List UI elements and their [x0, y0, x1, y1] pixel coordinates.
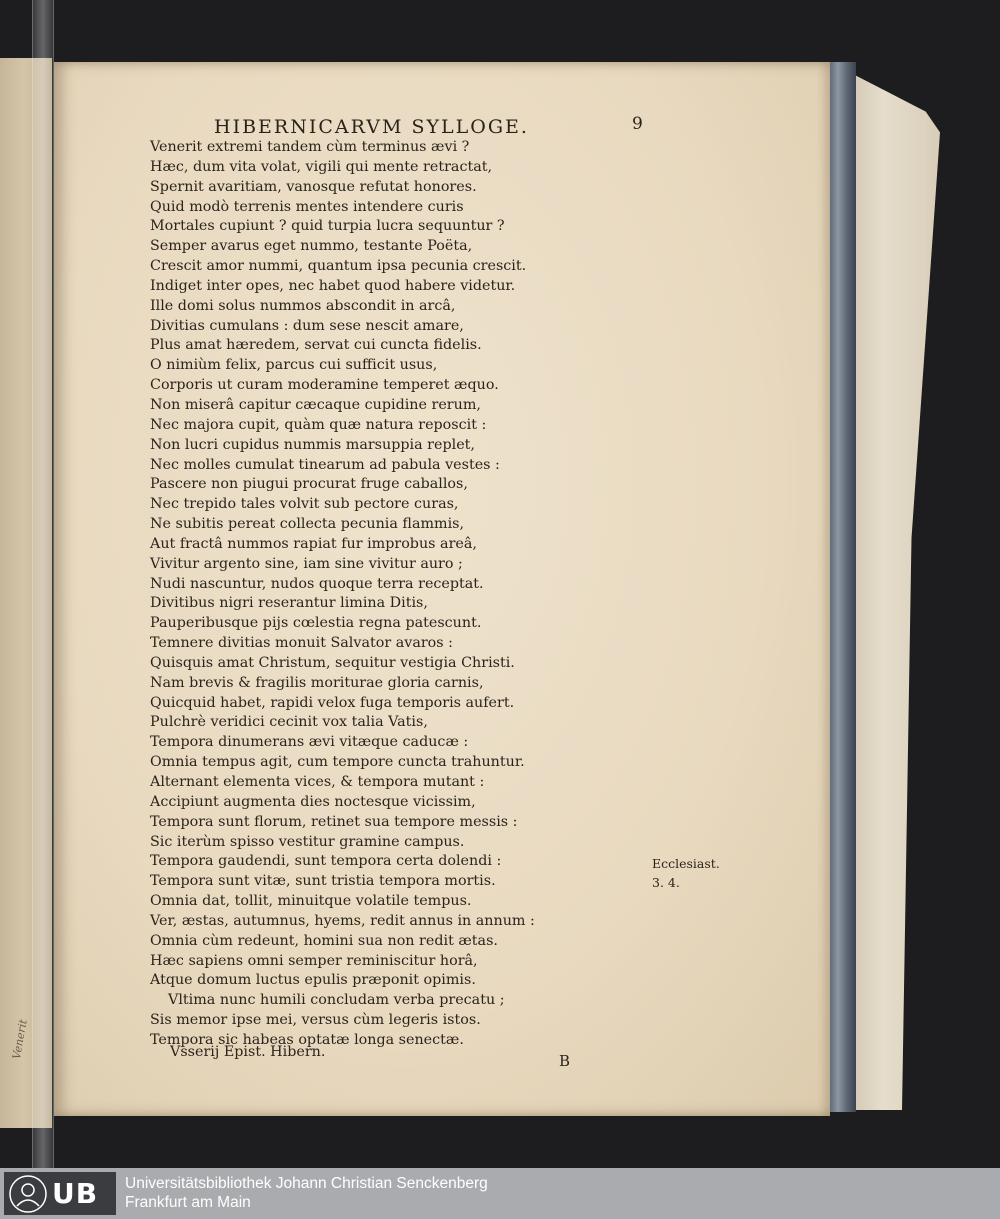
verse-line: Atque domum luctus epulis præponit opimis.: [150, 972, 476, 989]
verse-line: Aut fractâ nummos rapiat fur improbus areâ,: [150, 535, 477, 552]
verse-line: Omnia dat, tollit, minuitque volatile tempus.: [150, 893, 472, 910]
verse-line: Omnia cùm redeunt, homini sua non redit ætas.: [150, 932, 498, 949]
verse-line: Quid modò terrenis mentes intendere curis: [150, 198, 464, 215]
verse-line: Non lucri cupidus nummis marsuppia replet,: [150, 436, 475, 453]
verse-line: Tempora sic habeas optatæ longa senectæ.: [150, 1031, 464, 1048]
verse-line: Hæc sapiens omni semper reminiscitur horâ,: [150, 952, 478, 969]
verse-line: Sic iterùm spisso vestitur gramine campus.: [150, 833, 465, 850]
verse-line: Accipiunt augmenta dies noctesque vicissim,: [150, 793, 476, 810]
verse-line: Nudi nascuntur, nudos quoque terra receptat.: [150, 575, 484, 592]
verse-line: Ver, æstas, autumnus, hyems, redit annus in annum :: [150, 912, 535, 929]
book-page: [54, 62, 830, 1116]
verse-line: Mortales cupiunt ? quid turpia lucra sequuntur ?: [150, 218, 505, 235]
catchword: Vsserij Epist. Hibern.: [170, 1044, 326, 1060]
verse-line: Vivitur argento sine, iam sine vivitur auro ;: [150, 555, 463, 572]
verse-line: Nec trepido tales volvit sub pectore curas,: [150, 496, 459, 513]
verse-line: Alternant elementa vices, & tempora mutant :: [150, 774, 485, 790]
verse-line: Pulchrè veridici cecinit vox talia Vatis,: [150, 714, 428, 731]
verse-line: Ne subitis pereat collecta pecunia flammis,: [150, 516, 465, 533]
footer-line-city: Frankfurt am Main: [125, 1194, 251, 1211]
verse-line: Hæc, dum vita volat, vigili qui mente retractat,: [150, 158, 493, 175]
verse-line: Semper avarus eget nummo, testante Poëta,: [150, 238, 473, 255]
verse-line: Temnere divitias monuit Salvator avaros :: [150, 635, 453, 652]
verse-line: Pauperibusque pijs cœlestia regna patescunt.: [150, 615, 482, 632]
verse-line: Nec molles cumulat tinearum ad pabula vestes :: [150, 456, 500, 473]
verse-line: Tempora gaudendi, sunt tempora certa dolendi :: [150, 853, 502, 870]
verse-line: Nec majora cupit, quàm quæ natura reposcit :: [150, 416, 487, 433]
page-number: 9: [632, 114, 643, 134]
verse-line: Quicquid habet, rapidi velox fuga temporis aufert.: [150, 694, 515, 711]
marginal-reference: [652, 854, 720, 892]
verse-line: Quisquis amat Christum, sequitur vestigia Christi.: [150, 654, 515, 671]
library-footer: [0, 1168, 1000, 1219]
verse-line: Tempora sunt vitæ, sunt tristia tempora mortis.: [150, 873, 496, 890]
verse-line: Crescit amor nummi, quantum ipsa pecunia crescit.: [150, 258, 527, 275]
verse-line: Pascere non piugui procurat fruge caballos,: [150, 476, 468, 493]
page-edges: [826, 62, 856, 1112]
verse-line: Ille domi solus nummos abscondit in arcâ,: [150, 297, 456, 314]
verse-line: Divitias cumulans : dum sese nescit amare,: [150, 317, 464, 334]
glass-clip-rail: [32, 0, 54, 1168]
verse-line: Non miserâ capitur cæcaque cupidine rerum,: [150, 396, 481, 413]
running-head: HIBERNICARVM SYLLOGE.: [214, 116, 529, 138]
footer-line-institution: Universitätsbibliothek Johann Christian Senckenberg: [125, 1175, 488, 1192]
portrait-emblem-icon: [4, 1172, 52, 1215]
verse-line: Corporis ut curam moderamine temperet æquo.: [150, 377, 499, 394]
verse-line: Spernit avaritiam, vanosque refutat honores.: [150, 178, 477, 195]
verse-line: Venerit extremi tandem cùm terminus ævi ?: [150, 139, 470, 155]
verse-line: Sis memor ipse mei, versus cùm legeris istos.: [150, 1012, 481, 1029]
verse-line: Indiget inter opes, nec habet quod habere videtur.: [150, 277, 516, 294]
footer-caption: [125, 1174, 488, 1212]
verse-line: Tempora sunt florum, retinet sua tempore messis :: [150, 813, 518, 830]
verse-line: Vltima nunc humili concludam verba precatu ;: [168, 992, 505, 1009]
verse-block: [150, 138, 610, 1051]
signature-mark: B: [559, 1052, 571, 1070]
marginal-reference-line: Ecclesiast.: [652, 856, 720, 871]
marginal-reference-line: 3. 4.: [652, 875, 680, 890]
verse-line: Nam brevis & fragilis moriturae gloria carnis,: [150, 674, 484, 691]
library-logo: [4, 1172, 116, 1215]
verse-line: Tempora dinumerans ævi vitæque caducæ :: [150, 734, 469, 751]
verse-line: Divitibus nigri reserantur limina Ditis,: [150, 595, 428, 612]
verse-line: O nimiùm felix, parcus cui sufficit usus,: [150, 357, 438, 374]
vellum-flap: [845, 70, 940, 1110]
verse-line: Omnia tempus agit, cum tempore cuncta trahuntur.: [150, 754, 525, 771]
logo-text: UB: [52, 1177, 99, 1210]
left-page-margin-fragment: Venerit: [10, 1018, 30, 1061]
verse-line: Plus amat hæredem, servat cui cuncta fidelis.: [150, 337, 482, 354]
